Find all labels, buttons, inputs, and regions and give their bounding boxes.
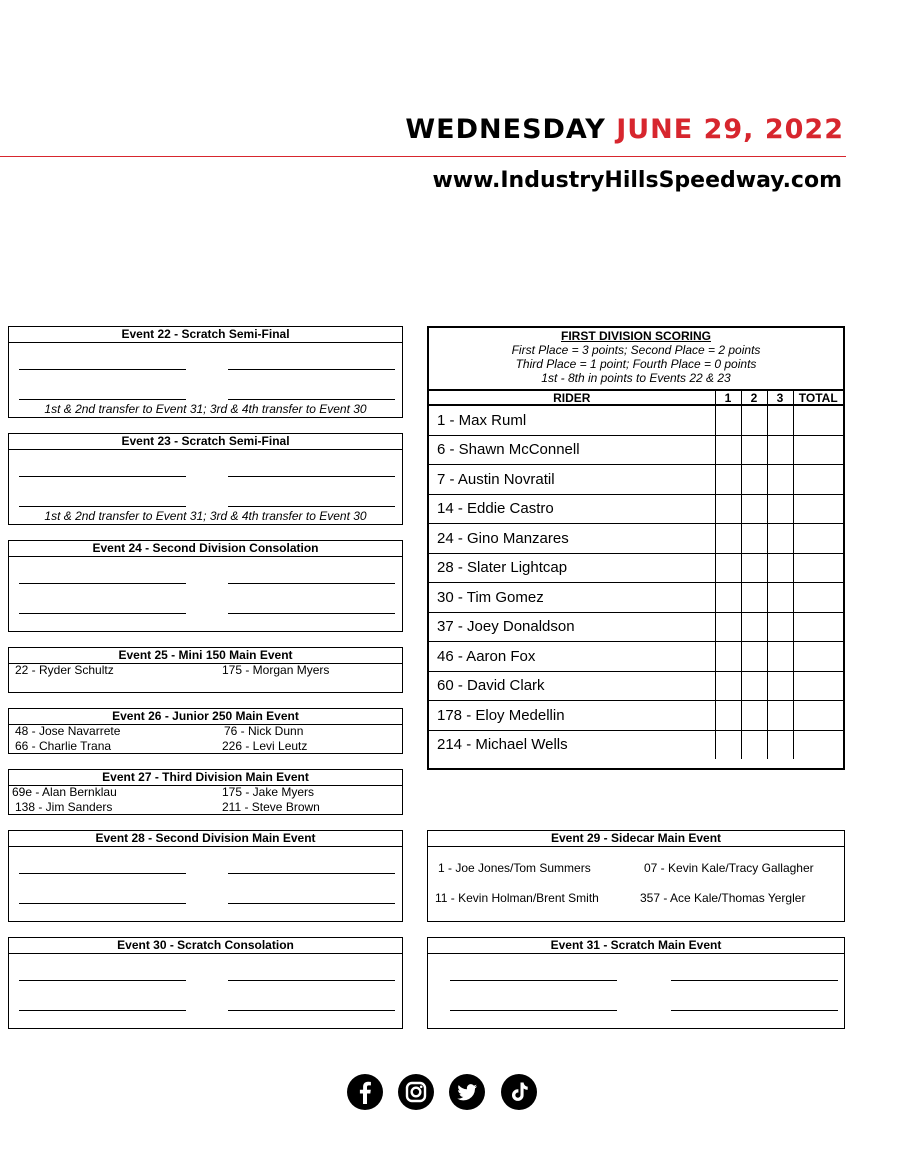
scoring-rule: Third Place = 1 point; Fourth Place = 0 points — [515, 357, 757, 371]
rider-row — [429, 553, 843, 583]
total-cell[interactable] — [793, 612, 843, 642]
rider-row — [429, 642, 843, 672]
event-26-box — [8, 708, 403, 754]
blank-line — [228, 1010, 395, 1011]
facebook-icon[interactable] — [347, 1074, 383, 1110]
rider-entry: 07 - Kevin Kale/Tracy Gallagher — [644, 861, 814, 875]
heat-1-cell[interactable] — [715, 730, 741, 759]
total-cell[interactable] — [793, 405, 843, 435]
blank-line — [19, 980, 186, 981]
rider-entry: 48 - Jose Navarrete — [15, 724, 121, 738]
event-title: Event 27 - Third Division Main Event — [9, 770, 402, 786]
scoring-header — [429, 328, 843, 389]
blank-line — [671, 980, 838, 981]
blank-line — [19, 873, 186, 874]
event-title: Event 31 - Scratch Main Event — [428, 938, 844, 954]
heat-2-cell[interactable] — [741, 405, 767, 435]
blank-line — [671, 1010, 838, 1011]
rider-row — [429, 524, 843, 554]
rider-row — [429, 730, 843, 759]
rider-entry: 138 - Jim Sanders — [15, 800, 113, 814]
blank-line — [19, 399, 186, 400]
blank-line — [450, 980, 617, 981]
event-title: Event 22 - Scratch Semi-Final — [9, 327, 402, 343]
rider-entry: 66 - Charlie Trana — [15, 739, 112, 753]
rider-entry: 211 - Steve Brown — [222, 800, 320, 814]
rider-name: 178 - Eloy Medellin — [429, 701, 715, 731]
blank-line — [228, 399, 395, 400]
heat-2-cell[interactable] — [741, 642, 767, 672]
transfer-note: 1st & 2nd transfer to Event 31; 3rd & 4th transfer to Event 30 — [44, 509, 367, 523]
rider-row — [429, 612, 843, 642]
heat-1-cell[interactable] — [715, 494, 741, 524]
rider-name: 7 - Austin Novratil — [429, 465, 715, 495]
heat-1-cell[interactable] — [715, 435, 741, 465]
heat-1-cell[interactable] — [715, 553, 741, 583]
event-title: Event 23 - Scratch Semi-Final — [9, 434, 402, 450]
heat-1-cell[interactable] — [715, 671, 741, 701]
rider-row — [429, 701, 843, 731]
event-23-box — [8, 433, 403, 525]
event-29-box — [427, 830, 845, 922]
blank-line — [228, 873, 395, 874]
blank-line — [228, 369, 395, 370]
event-title: Event 28 - Second Division Main Event — [9, 831, 402, 847]
event-28-box — [8, 830, 403, 922]
rider-name: 28 - Slater Lightcap — [429, 553, 715, 583]
heat-1-cell[interactable] — [715, 642, 741, 672]
col-heat-1: 1 — [715, 390, 741, 405]
table-header-row — [429, 390, 843, 405]
rider-entry: 11 - Kevin Holman/Brent Smith — [435, 891, 599, 905]
heat-3-cell[interactable] — [767, 553, 793, 583]
heat-3-cell[interactable] — [767, 671, 793, 701]
total-cell[interactable] — [793, 465, 843, 495]
total-cell[interactable] — [793, 642, 843, 672]
scoring-rule: First Place = 3 points; Second Place = 2 points — [511, 343, 761, 357]
rider-entry: 226 - Levi Leutz — [222, 739, 308, 753]
transfer-note: 1st & 2nd transfer to Event 31; 3rd & 4th transfer to Event 30 — [44, 402, 367, 416]
heat-3-cell[interactable] — [767, 465, 793, 495]
blank-line — [19, 506, 186, 507]
rider-row — [429, 671, 843, 701]
rider-name: 46 - Aaron Fox — [429, 642, 715, 672]
blank-line — [19, 476, 186, 477]
heat-2-cell[interactable] — [741, 553, 767, 583]
heat-3-cell[interactable] — [767, 435, 793, 465]
rider-name: 14 - Eddie Castro — [429, 494, 715, 524]
event-title: Event 26 - Junior 250 Main Event — [9, 709, 402, 725]
total-cell[interactable] — [793, 494, 843, 524]
scoring-rule: 1st - 8th in points to Events 22 & 23 — [541, 371, 731, 385]
total-cell[interactable] — [793, 524, 843, 554]
total-cell[interactable] — [793, 701, 843, 731]
total-cell[interactable] — [793, 730, 843, 759]
col-total: TOTAL — [793, 390, 843, 405]
scoring-table — [429, 389, 843, 759]
col-heat-2: 2 — [741, 390, 767, 405]
instagram-icon[interactable] — [398, 1074, 434, 1110]
heat-3-cell[interactable] — [767, 494, 793, 524]
blank-line — [228, 980, 395, 981]
rider-row — [429, 435, 843, 465]
heat-2-cell[interactable] — [741, 524, 767, 554]
rider-name: 30 - Tim Gomez — [429, 583, 715, 613]
heat-2-cell[interactable] — [741, 671, 767, 701]
heat-3-cell[interactable] — [767, 701, 793, 731]
heat-2-cell[interactable] — [741, 612, 767, 642]
blank-line — [19, 903, 186, 904]
total-cell[interactable] — [793, 583, 843, 613]
heat-1-cell[interactable] — [715, 465, 741, 495]
blank-line — [19, 613, 186, 614]
heat-2-cell[interactable] — [741, 465, 767, 495]
scoring-title: FIRST DIVISION SCORING — [560, 329, 711, 343]
heat-3-cell[interactable] — [767, 583, 793, 613]
event-title: Event 30 - Scratch Consolation — [9, 938, 402, 954]
event-25-box — [8, 647, 403, 693]
blank-line — [228, 476, 395, 477]
blank-line — [19, 583, 186, 584]
heat-1-cell[interactable] — [715, 701, 741, 731]
event-date-heading — [405, 114, 844, 145]
event-22-box — [8, 326, 403, 418]
heat-2-cell[interactable] — [741, 435, 767, 465]
heat-2-cell[interactable] — [741, 730, 767, 759]
tiktok-icon[interactable] — [501, 1074, 537, 1110]
blank-line — [228, 613, 395, 614]
col-heat-3: 3 — [767, 390, 793, 405]
first-division-scoring — [427, 326, 845, 770]
rider-name: 37 - Joey Donaldson — [429, 612, 715, 642]
event-title: Event 29 - Sidecar Main Event — [428, 831, 844, 847]
blank-line — [228, 506, 395, 507]
heat-1-cell[interactable] — [715, 583, 741, 613]
rider-entry: 1 - Joe Jones/Tom Summers — [438, 861, 591, 875]
heat-2-cell[interactable] — [741, 701, 767, 731]
heat-2-cell[interactable] — [741, 494, 767, 524]
event-title: Event 24 - Second Division Consolation — [9, 541, 402, 557]
col-rider: RIDER — [429, 390, 715, 405]
event-24-box — [8, 540, 403, 632]
heat-2-cell[interactable] — [741, 583, 767, 613]
event-30-box — [8, 937, 403, 1029]
total-cell[interactable] — [793, 435, 843, 465]
rider-name: 60 - David Clark — [429, 671, 715, 701]
day-label: WEDNESDAY — [405, 114, 606, 145]
total-cell[interactable] — [793, 671, 843, 701]
rider-entry: 175 - Morgan Myers — [222, 663, 330, 677]
rider-entry: 22 - Ryder Schultz — [15, 663, 114, 677]
rider-row — [429, 405, 843, 435]
date-label: JUNE 29, 2022 — [616, 114, 844, 145]
rider-row — [429, 583, 843, 613]
blank-line — [450, 1010, 617, 1011]
rider-row — [429, 465, 843, 495]
heat-3-cell[interactable] — [767, 730, 793, 759]
heat-1-cell[interactable] — [715, 612, 741, 642]
header-rule — [0, 156, 846, 157]
rider-name: 24 - Gino Manzares — [429, 524, 715, 554]
rider-entry: 76 - Nick Dunn — [224, 724, 304, 738]
rider-name: 6 - Shawn McConnell — [429, 435, 715, 465]
heat-1-cell[interactable] — [715, 405, 741, 435]
twitter-icon[interactable] — [449, 1074, 485, 1110]
rider-entry: 69e - Alan Bernklau — [12, 785, 117, 799]
rider-row — [429, 494, 843, 524]
blank-line — [19, 369, 186, 370]
event-27-box — [8, 769, 403, 815]
blank-line — [19, 1010, 186, 1011]
rider-name: 1 - Max Ruml — [429, 405, 715, 435]
heat-3-cell[interactable] — [767, 405, 793, 435]
heat-3-cell[interactable] — [767, 612, 793, 642]
rider-name: 214 - Michael Wells — [437, 736, 568, 754]
blank-line — [228, 583, 395, 584]
blank-line — [228, 903, 395, 904]
total-cell[interactable] — [793, 553, 843, 583]
heat-1-cell[interactable] — [715, 524, 741, 554]
heat-3-cell[interactable] — [767, 642, 793, 672]
event-title: Event 25 - Mini 150 Main Event — [9, 648, 402, 664]
event-31-box — [427, 937, 845, 1029]
rider-entry: 357 - Ace Kale/Thomas Yergler — [640, 891, 806, 905]
rider-entry: 175 - Jake Myers — [222, 785, 315, 799]
heat-3-cell[interactable] — [767, 524, 793, 554]
website-link[interactable]: www.IndustryHillsSpeedway.com — [432, 168, 842, 193]
